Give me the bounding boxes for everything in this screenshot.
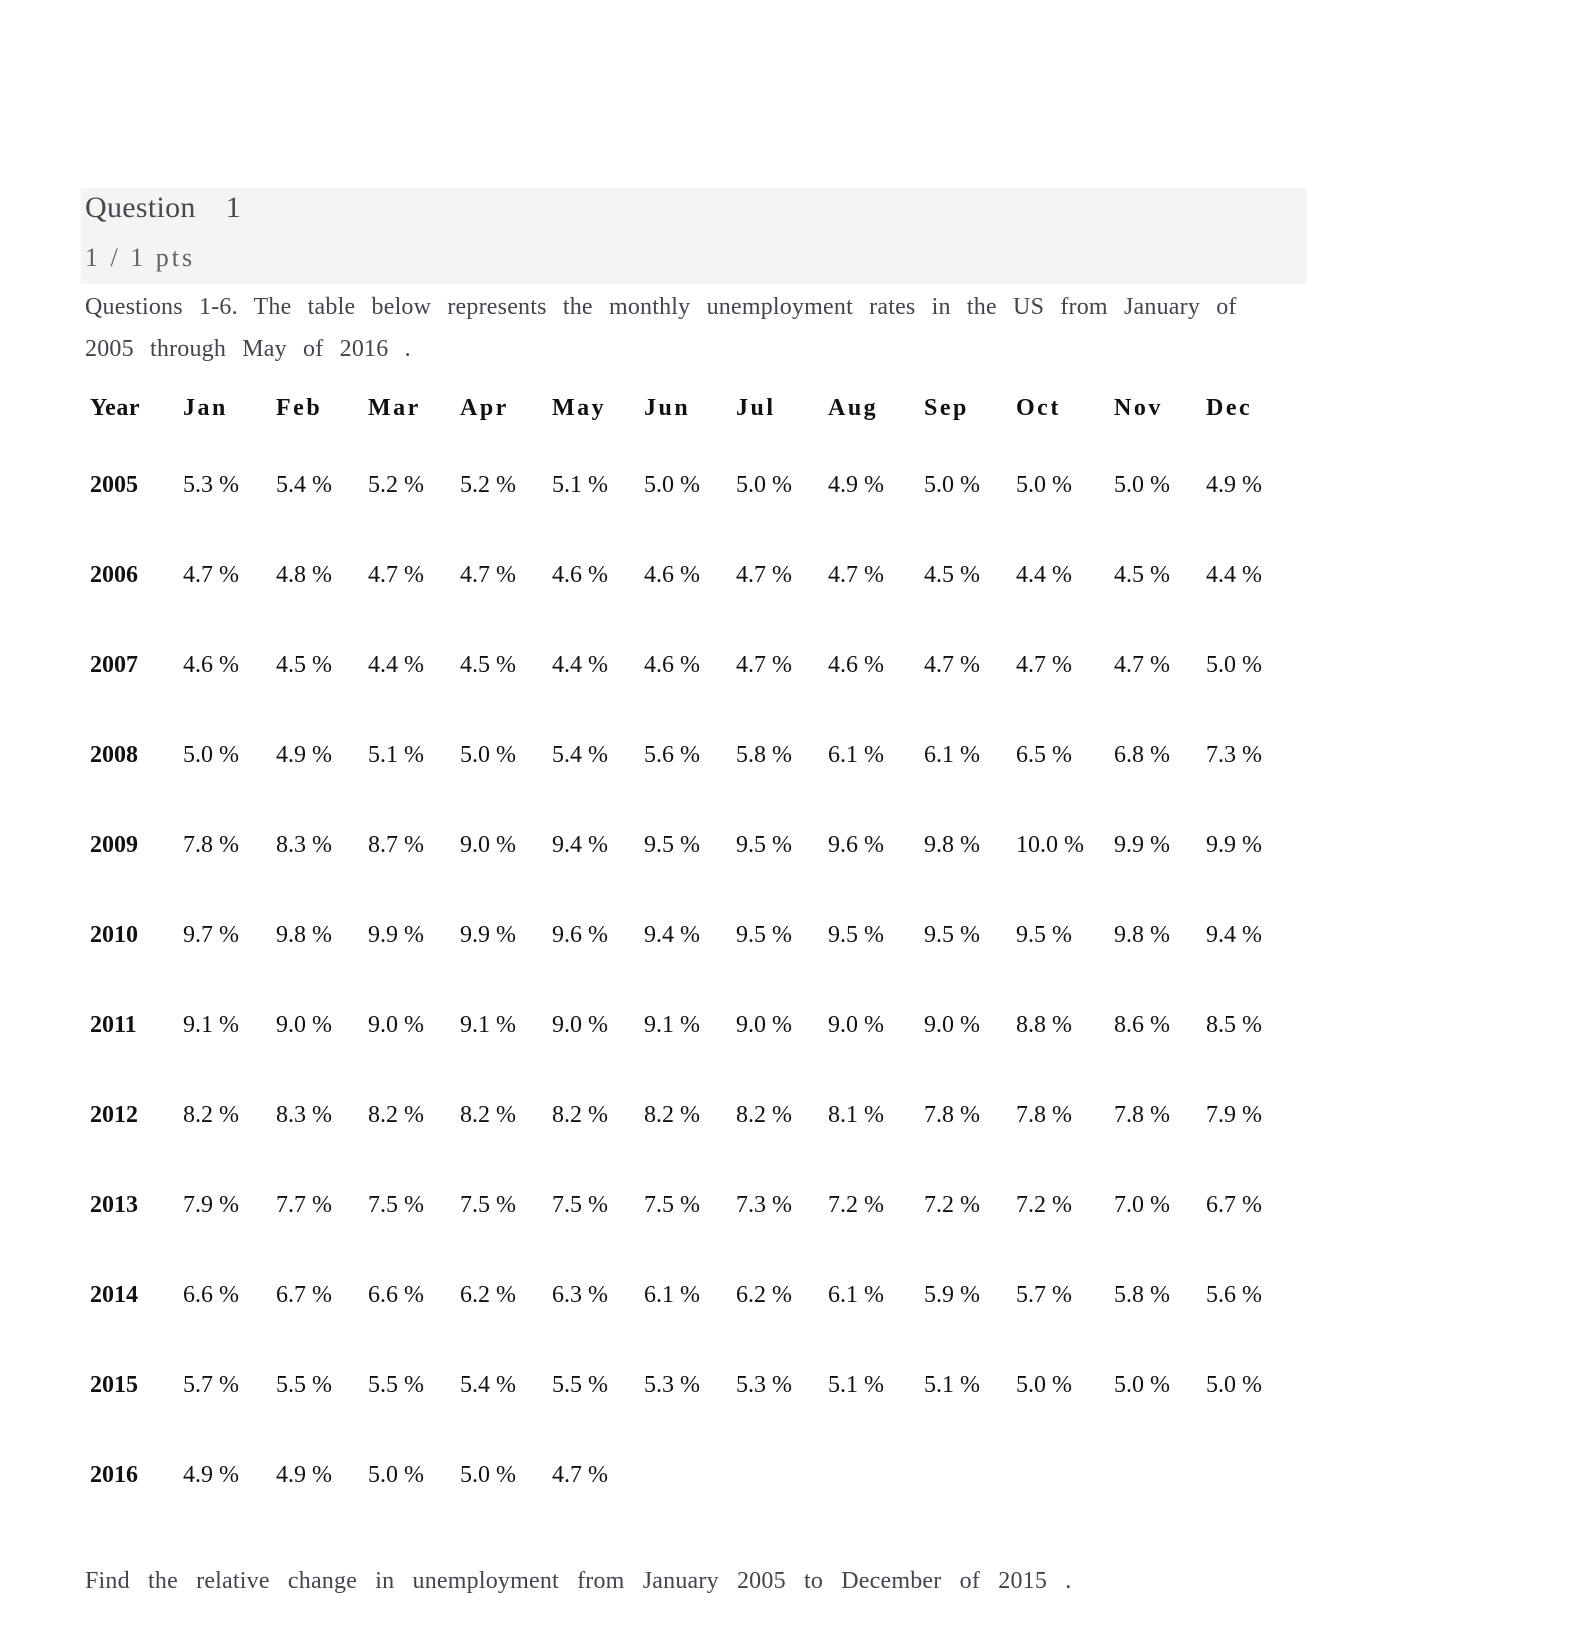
rate-cell: 4.4 % (368, 651, 424, 678)
rate-cell: 8.2 % (644, 1101, 700, 1128)
column-header: Year (90, 394, 140, 421)
rate-cell: 5.4 % (552, 741, 608, 768)
rate-cell: 7.3 % (1206, 741, 1262, 768)
row-year: 2012 (90, 1101, 138, 1128)
rate-cell: 5.0 % (1206, 1371, 1262, 1398)
column-header: Feb (276, 394, 323, 421)
table-row (90, 1430, 1298, 1520)
rate-cell: 5.0 % (1016, 1371, 1072, 1398)
rate-cell: 7.5 % (460, 1191, 516, 1218)
column-header: Aug (828, 394, 879, 421)
rate-cell: 6.3 % (552, 1281, 608, 1308)
table-row (90, 440, 1298, 530)
rate-cell: 7.5 % (552, 1191, 608, 1218)
rate-cell: 6.7 % (276, 1281, 332, 1308)
rate-cell: 5.0 % (460, 741, 516, 768)
rate-cell: 6.1 % (828, 741, 884, 768)
rate-cell: 9.6 % (552, 921, 608, 948)
rate-cell: 5.0 % (460, 1461, 516, 1488)
column-header: Jan (183, 394, 228, 421)
rate-cell: 4.6 % (828, 651, 884, 678)
rate-cell: 4.4 % (552, 651, 608, 678)
rate-cell: 5.0 % (736, 471, 792, 498)
table-row (90, 1250, 1298, 1340)
rate-cell (1016, 1430, 1114, 1520)
rate-cell: 6.2 % (460, 1281, 516, 1308)
row-year: 2016 (90, 1461, 138, 1488)
rate-cell: 7.9 % (1206, 1101, 1262, 1128)
rate-cell: 6.2 % (736, 1281, 792, 1308)
rate-cell: 5.1 % (368, 741, 424, 768)
rate-cell: 8.3 % (276, 831, 332, 858)
row-year: 2005 (90, 471, 138, 498)
rate-cell: 9.9 % (1114, 831, 1170, 858)
rate-cell: 5.0 % (1114, 1371, 1170, 1398)
rate-cell: 5.7 % (1016, 1281, 1072, 1308)
rate-cell: 9.5 % (736, 831, 792, 858)
table-row (90, 710, 1298, 800)
row-year: 2008 (90, 741, 138, 768)
rate-cell: 5.8 % (1114, 1281, 1170, 1308)
rate-cell: 8.3 % (276, 1101, 332, 1128)
rate-cell: 7.5 % (368, 1191, 424, 1218)
row-year: 2009 (90, 831, 138, 858)
rate-cell: 4.7 % (736, 561, 792, 588)
rate-cell: 8.2 % (368, 1101, 424, 1128)
column-header: Nov (1114, 394, 1163, 421)
column-header: May (552, 394, 607, 421)
rate-cell: 4.7 % (368, 561, 424, 588)
rate-cell: 8.2 % (552, 1101, 608, 1128)
rate-cell: 4.5 % (1114, 561, 1170, 588)
rate-cell: 9.0 % (552, 1011, 608, 1038)
rate-cell: 7.2 % (924, 1191, 980, 1218)
column-header: Jul (736, 394, 776, 421)
row-year: 2011 (90, 1011, 137, 1038)
rate-cell: 9.5 % (644, 831, 700, 858)
rate-cell: 5.5 % (368, 1371, 424, 1398)
row-year: 2010 (90, 921, 138, 948)
rate-cell: 6.1 % (924, 741, 980, 768)
rate-cell: 8.5 % (1206, 1011, 1262, 1038)
rate-cell: 5.0 % (183, 741, 239, 768)
question-title-label: Question (85, 191, 196, 224)
rate-cell: 6.5 % (1016, 741, 1072, 768)
rate-cell: 9.8 % (276, 921, 332, 948)
rate-cell: 4.4 % (1206, 561, 1262, 588)
rate-cell: 6.6 % (368, 1281, 424, 1308)
rate-cell (1114, 1430, 1206, 1520)
rate-cell: 4.7 % (924, 651, 980, 678)
rate-cell: 9.4 % (552, 831, 608, 858)
rate-cell: 9.9 % (460, 921, 516, 948)
rate-cell: 4.5 % (924, 561, 980, 588)
rate-cell: 5.7 % (183, 1371, 239, 1398)
column-header: Jun (644, 394, 691, 421)
rate-cell: 8.2 % (183, 1101, 239, 1128)
rate-cell (644, 1430, 736, 1520)
rate-cell: 5.8 % (736, 741, 792, 768)
unemployment-table (90, 376, 1298, 1520)
table-header-row (90, 376, 1298, 440)
column-header: Oct (1016, 394, 1061, 421)
rate-cell: 4.4 % (1016, 561, 1072, 588)
rate-cell: 7.8 % (183, 831, 239, 858)
rate-cell (1206, 1430, 1298, 1520)
rate-cell: 9.0 % (276, 1011, 332, 1038)
table-row (90, 890, 1298, 980)
rate-cell: 4.7 % (1016, 651, 1072, 678)
rate-cell: 8.1 % (828, 1101, 884, 1128)
rate-cell: 5.1 % (552, 471, 608, 498)
rate-cell: 4.5 % (276, 651, 332, 678)
rate-cell: 7.2 % (828, 1191, 884, 1218)
rate-cell: 9.5 % (1016, 921, 1072, 948)
rate-cell: 4.7 % (460, 561, 516, 588)
rate-cell: 7.8 % (1016, 1101, 1072, 1128)
rate-cell: 7.3 % (736, 1191, 792, 1218)
rate-cell: 5.2 % (460, 471, 516, 498)
rate-cell: 9.0 % (828, 1011, 884, 1038)
rate-cell: 9.4 % (644, 921, 700, 948)
rate-cell: 4.9 % (828, 471, 884, 498)
rate-cell: 7.0 % (1114, 1191, 1170, 1218)
rate-cell: 5.4 % (460, 1371, 516, 1398)
rate-cell: 5.9 % (924, 1281, 980, 1308)
rate-cell: 5.6 % (1206, 1281, 1262, 1308)
column-header: Mar (368, 394, 421, 421)
rate-cell: 8.2 % (736, 1101, 792, 1128)
row-year: 2006 (90, 561, 138, 588)
rate-cell: 8.8 % (1016, 1011, 1072, 1038)
rate-cell: 5.0 % (644, 471, 700, 498)
rate-cell: 7.2 % (1016, 1191, 1072, 1218)
rate-cell: 5.4 % (276, 471, 332, 498)
rate-cell: 4.7 % (736, 651, 792, 678)
rate-cell: 9.0 % (460, 831, 516, 858)
rate-cell: 6.1 % (828, 1281, 884, 1308)
rate-cell: 5.1 % (828, 1371, 884, 1398)
rate-cell (924, 1430, 1016, 1520)
rate-cell: 4.9 % (1206, 471, 1262, 498)
question-number: 1 (225, 191, 242, 224)
rate-cell (736, 1430, 828, 1520)
rate-cell: 4.7 % (828, 561, 884, 588)
rate-cell: 4.9 % (276, 1461, 332, 1488)
rate-cell: 7.8 % (1114, 1101, 1170, 1128)
rate-cell: 4.9 % (183, 1461, 239, 1488)
row-year: 2015 (90, 1371, 138, 1398)
rate-cell: 9.8 % (1114, 921, 1170, 948)
rate-cell: 4.8 % (276, 561, 332, 588)
rate-cell: 5.3 % (644, 1371, 700, 1398)
rate-cell: 8.6 % (1114, 1011, 1170, 1038)
rate-cell: 5.0 % (1206, 651, 1262, 678)
table-row (90, 1340, 1298, 1430)
table-row (90, 620, 1298, 710)
row-year: 2014 (90, 1281, 138, 1308)
rate-cell: 4.5 % (460, 651, 516, 678)
rate-cell: 10.0 % (1016, 831, 1084, 858)
rate-cell (828, 1430, 924, 1520)
rate-cell: 9.5 % (828, 921, 884, 948)
rate-cell: 7.7 % (276, 1191, 332, 1218)
rate-cell: 9.8 % (924, 831, 980, 858)
rate-cell: 5.0 % (924, 471, 980, 498)
rate-cell: 9.5 % (924, 921, 980, 948)
table-row (90, 1070, 1298, 1160)
rate-cell: 5.0 % (1114, 471, 1170, 498)
rate-cell: 9.1 % (460, 1011, 516, 1038)
rate-cell: 9.0 % (368, 1011, 424, 1038)
table-row (90, 530, 1298, 620)
rate-cell: 6.6 % (183, 1281, 239, 1308)
rate-cell: 4.9 % (276, 741, 332, 768)
question-title (85, 191, 241, 225)
column-header: Dec (1206, 394, 1253, 421)
column-header: Sep (924, 394, 969, 421)
rate-cell: 4.6 % (552, 561, 608, 588)
rate-cell: 8.2 % (460, 1101, 516, 1128)
rate-cell: 6.8 % (1114, 741, 1170, 768)
rate-cell: 5.6 % (644, 741, 700, 768)
row-year: 2007 (90, 651, 138, 678)
rate-cell: 5.3 % (736, 1371, 792, 1398)
rate-cell: 5.2 % (368, 471, 424, 498)
rate-cell: 6.1 % (644, 1281, 700, 1308)
table-row (90, 1160, 1298, 1250)
rate-cell: 4.6 % (183, 651, 239, 678)
rate-cell: 4.7 % (1114, 651, 1170, 678)
rate-cell: 9.4 % (1206, 921, 1262, 948)
question-prompt: Find the relative change in unemployment from January 2005 to December of 2015 . (85, 1568, 1072, 1594)
rate-cell: 7.9 % (183, 1191, 239, 1218)
table-body (90, 440, 1298, 1520)
column-header: Apr (460, 394, 509, 421)
rate-cell: 4.7 % (183, 561, 239, 588)
rate-cell: 9.1 % (183, 1011, 239, 1038)
question-points: 1 / 1 pts (85, 243, 196, 272)
rate-cell: 5.5 % (552, 1371, 608, 1398)
question-header (81, 188, 1307, 284)
rate-cell: 6.7 % (1206, 1191, 1262, 1218)
table-row (90, 980, 1298, 1070)
rate-cell: 9.7 % (183, 921, 239, 948)
rate-cell: 9.0 % (924, 1011, 980, 1038)
rate-cell: 4.6 % (644, 561, 700, 588)
rate-cell: 9.6 % (828, 831, 884, 858)
rate-cell: 5.5 % (276, 1371, 332, 1398)
rate-cell: 5.0 % (368, 1461, 424, 1488)
rate-cell: 4.6 % (644, 651, 700, 678)
rate-cell: 9.9 % (368, 921, 424, 948)
rate-cell: 5.0 % (1016, 471, 1072, 498)
rate-cell: 5.1 % (924, 1371, 980, 1398)
question-intro: Questions 1-6. The table below represents the monthly unemployment rates in the US from January of 2005 through May of 2016 . (85, 294, 1237, 362)
row-year: 2013 (90, 1191, 138, 1218)
rate-cell: 7.8 % (924, 1101, 980, 1128)
rate-cell: 4.7 % (552, 1461, 608, 1488)
rate-cell: 9.0 % (736, 1011, 792, 1038)
rate-cell: 5.3 % (183, 471, 239, 498)
rate-cell: 9.9 % (1206, 831, 1262, 858)
rate-cell: 8.7 % (368, 831, 424, 858)
rate-cell: 9.1 % (644, 1011, 700, 1038)
rate-cell: 9.5 % (736, 921, 792, 948)
rate-cell: 7.5 % (644, 1191, 700, 1218)
table-row (90, 800, 1298, 890)
